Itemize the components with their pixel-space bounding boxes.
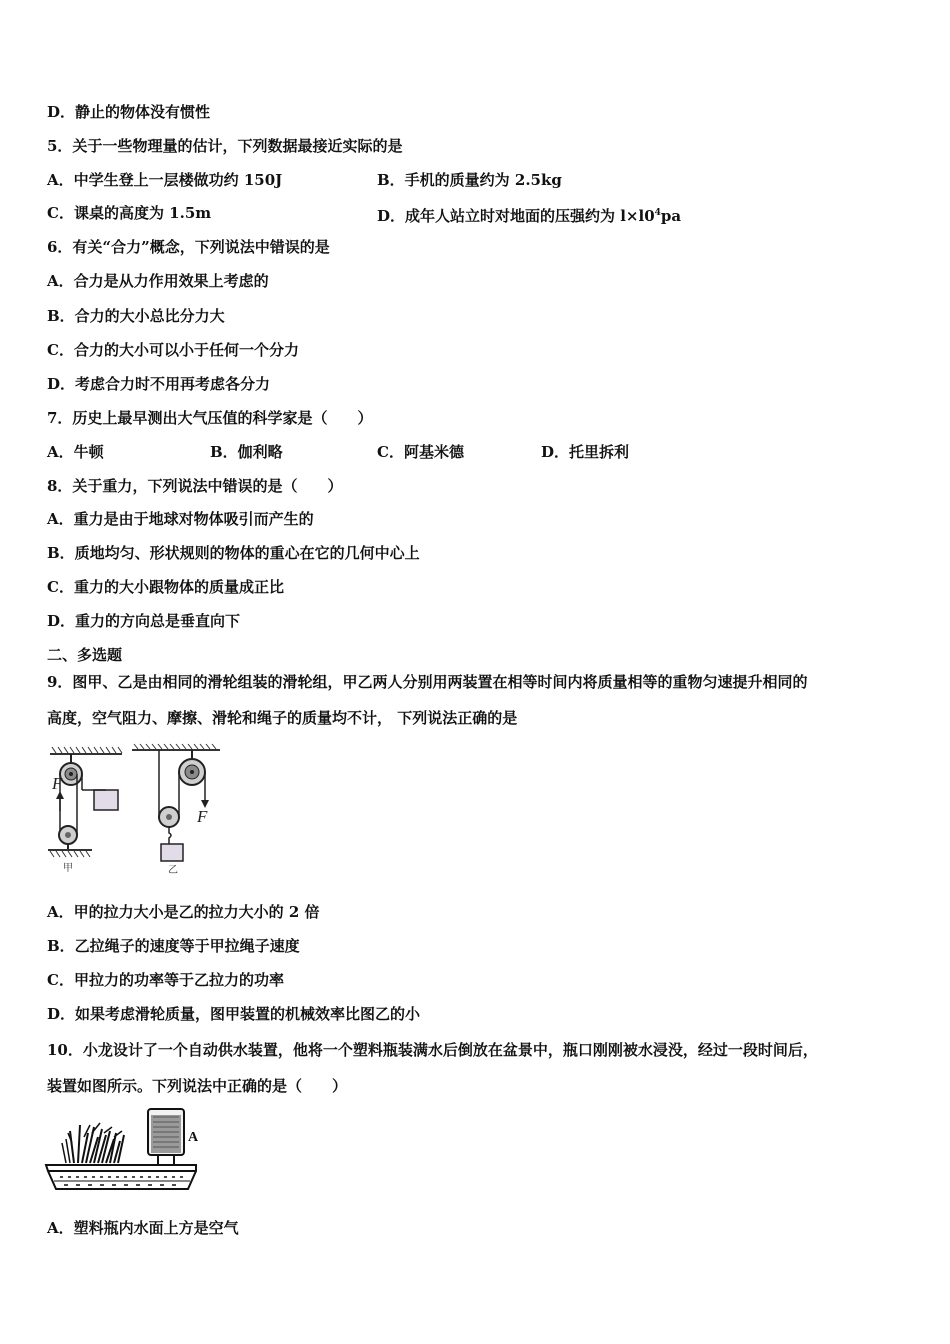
yi-fixed-pulley [179, 750, 205, 785]
q5-option-b: B．手机的质量约为 2.5kg [377, 171, 562, 189]
q7-option-b: B．伽利略 [210, 443, 283, 461]
q5-stem: 5．关于一些物理量的估计，下列数据最接近实际的是 [47, 137, 403, 155]
jia-force-label: F [52, 774, 63, 793]
q6-stem: 6．有关“合力”概念，下列说法中错误的是 [47, 238, 330, 256]
q10-stem-line-1: 10．小龙设计了一个自动供水装置，他将一个塑料瓶装满水后倒放在盆景中，瓶口刚刚被水浸没，经过一段时间后， [47, 1041, 818, 1059]
q10-stem-line-2: 装置如图所示。下列说法中正确的是（ ） [47, 1077, 348, 1095]
q10-option-a: A．塑料瓶内水面上方是空气 [47, 1219, 239, 1237]
q9-option-d: D．如果考虑滑轮质量，图甲装置的机械效率比图乙的小 [47, 1005, 421, 1023]
jia-movable-pulley [59, 826, 77, 850]
jia-weight [82, 790, 118, 810]
yi-force-label: F [197, 807, 208, 826]
q9-stem-line-2: 高度，空气阻力、摩擦、滑轮和绳子的质量均不计， 下列说法正确的是 [47, 709, 518, 727]
yi-force-arrow [201, 793, 209, 808]
q8-stem: 8．关于重力，下列说法中错误的是（ ） [47, 477, 343, 495]
yi-figure-label: 乙 [168, 865, 178, 875]
q5-option-c: C．课桌的高度为 1.5m [47, 204, 212, 222]
q5-option-a: A．中学生登上一层楼做功约 150J [47, 171, 283, 189]
q6-option-b: B．合力的大小总比分力大 [47, 307, 225, 325]
jia-force-arrow [56, 791, 64, 811]
q6-option-c: C．合力的大小可以小于任何一个分力 [47, 341, 299, 359]
yi-weight [161, 844, 183, 861]
bottle-label-a: A [188, 1130, 199, 1145]
q7-option-d: D．托里拆利 [541, 443, 630, 461]
section-heading-multiple-choice: 二、多选题 [47, 646, 123, 664]
jia-ceiling [50, 747, 122, 754]
plants [62, 1123, 124, 1163]
q5-option-d [377, 203, 681, 226]
q9-option-b: B．乙拉绳子的速度等于甲拉绳子速度 [47, 937, 300, 955]
jia-floor [48, 850, 92, 857]
q6-option-a: A．合力是从力作用效果上考虑的 [47, 272, 269, 290]
jia-fixed-pulley [60, 754, 82, 785]
q8-option-c: C．重力的大小跟物体的质量成正比 [47, 578, 284, 596]
q6-option-d: D．考虑合力时不用再考虑各分力 [47, 375, 271, 393]
q9-option-c: C．甲拉力的功率等于乙拉力的功率 [47, 971, 284, 989]
plastic-bottle [148, 1109, 184, 1167]
planter-basin [46, 1165, 196, 1189]
q9-pulley-figure [44, 743, 224, 875]
q4-option-d: D．静止的物体没有惯性 [47, 103, 211, 121]
q7-stem: 7．历史上最早测出大气压值的科学家是（ ） [47, 409, 373, 427]
q8-option-a: A．重力是由于地球对物体吸引而产生的 [47, 510, 314, 528]
q7-option-a: A．牛顿 [47, 443, 104, 461]
q10-water-supply-figure [44, 1103, 204, 1199]
q8-option-b: B．质地均匀、形状规则的物体的重心在它的几何中心上 [47, 544, 420, 562]
jia-figure-label: 甲 [63, 863, 73, 874]
yi-movable-pulley [159, 807, 179, 844]
q5-option-d-text: D．成年人站立时对地面的压强约为 l×l0 [377, 207, 655, 225]
q8-option-d: D．重力的方向总是垂直向下 [47, 612, 241, 630]
q7-option-c: C．阿基米德 [377, 443, 464, 461]
q9-option-a: A．甲的拉力大小是乙的拉力大小的 2 倍 [47, 903, 320, 921]
q5-option-d-exponent: 4 [654, 208, 661, 218]
q9-stem-line-1: 9．图甲、乙是由相同的滑轮组装的滑轮组，甲乙两人分别用两装置在相等时间内将质量相等的重物匀速提升相同的 [47, 673, 808, 691]
q5-option-d-unit: pa [660, 207, 682, 225]
yi-ceiling [132, 744, 220, 750]
